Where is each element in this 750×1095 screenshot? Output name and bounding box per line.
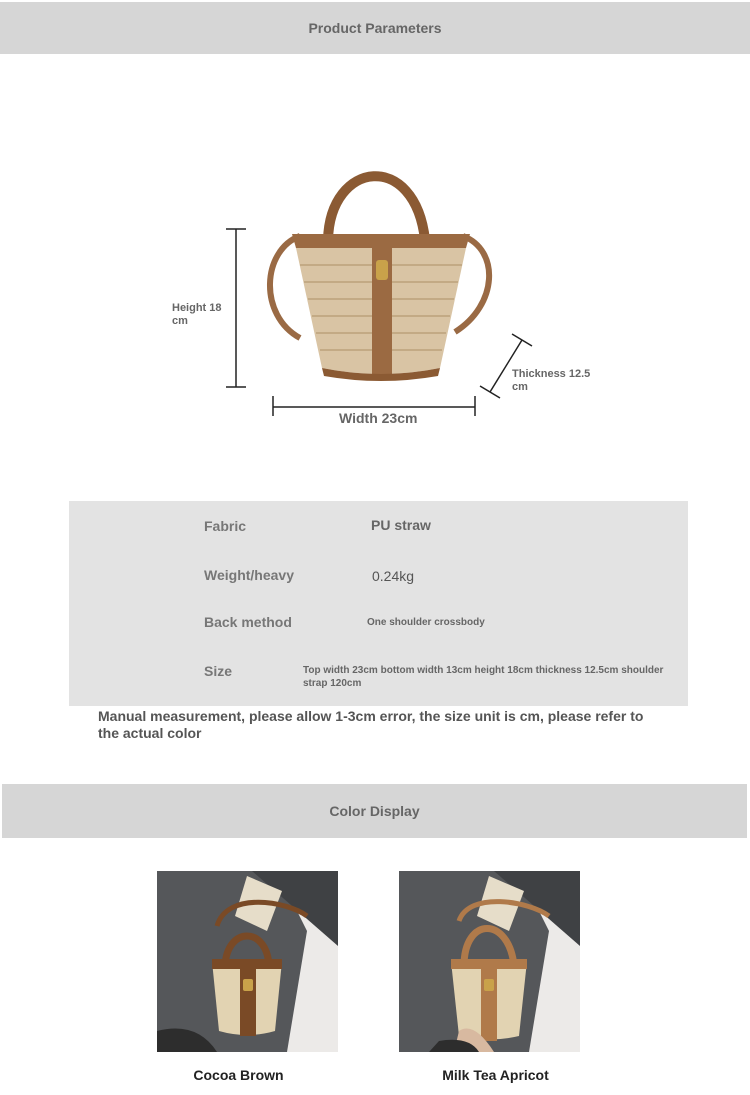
color-swatch-milk-tea-apricot[interactable] xyxy=(399,871,580,1052)
color-swatch-cocoa-brown[interactable] xyxy=(157,871,338,1052)
color-name-cocoa-brown: Cocoa Brown xyxy=(193,1067,284,1083)
thickness-line-bottom xyxy=(480,386,500,398)
color-display-banner xyxy=(2,784,747,838)
param-value-weight: 0.24kg xyxy=(372,568,415,584)
shoulder-strap-left xyxy=(270,236,300,338)
color-name-milk-tea-apricot: Milk Tea Apricot xyxy=(442,1067,549,1083)
param-value-fabric: PU straw xyxy=(371,517,431,533)
measurement-note: Manual measurement, please allow 1-3cm error, the size unit is cm, please refer to the actual color xyxy=(98,708,644,741)
bag-center-strip xyxy=(372,236,392,374)
thickness-label: Thickness 12.5 cm xyxy=(512,368,591,393)
param-value-size: Top width 23cm bottom width 13cm height 18cm thickness 12.5cm shoulder strap 120cm xyxy=(303,665,664,689)
product-dimension-diagram xyxy=(0,140,750,440)
bag-handle xyxy=(328,176,425,240)
parameters-table xyxy=(69,501,688,706)
param-label-fabric: Fabric xyxy=(204,518,247,534)
color-display-title: Color Display xyxy=(329,803,420,819)
width-label: Width 23cm xyxy=(339,410,418,426)
param-value-back-method: One shoulder crossbody xyxy=(367,617,485,628)
param-label-weight: Weight/heavy xyxy=(204,567,294,583)
product-parameters-title: Product Parameters xyxy=(308,20,442,36)
product-parameters-banner xyxy=(0,2,750,54)
param-label-back-method: Back method xyxy=(204,614,292,630)
bag-clasp xyxy=(376,260,388,280)
param-label-size: Size xyxy=(204,663,233,679)
height-label: Height 18 cm xyxy=(172,302,222,327)
